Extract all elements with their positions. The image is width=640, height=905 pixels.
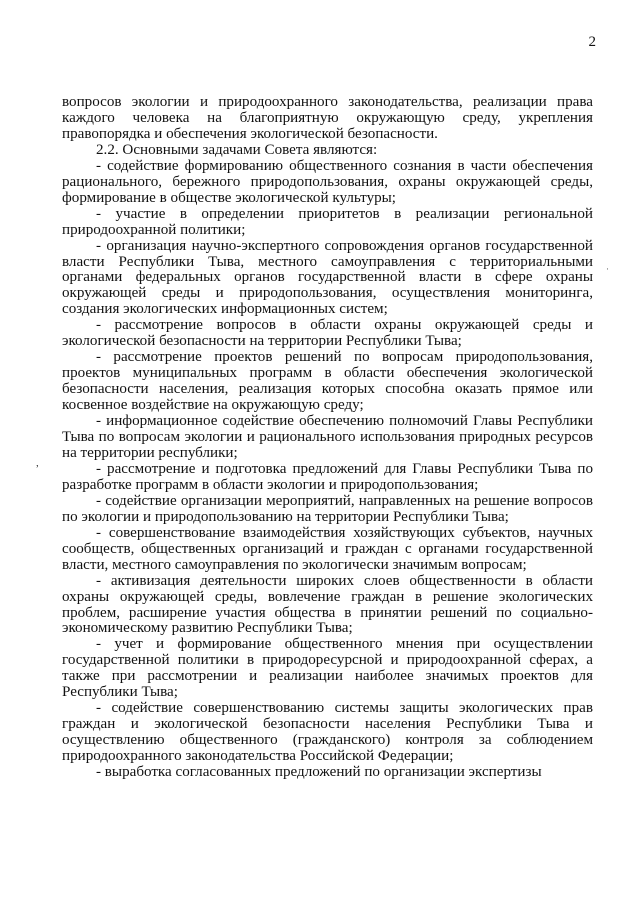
task-item: - информационное содействие обеспечению полномочий Главы Республики Тыва по вопросам экологии и рационального использования природных ресурсов на территории республики;	[62, 413, 593, 461]
task-item: - содействие совершенствованию системы защиты экологических прав граждан и экологической безопасности населения Республики Тыва и осуществлению общественного (гражданского) контроля за соблюдением природоохранного законодательства Российской Федерации;	[62, 700, 593, 765]
task-item: - содействие формированию общественного сознания в части обеспечения рационального, бережного природопользования, охраны окружающей среды, формирование в обществе экологической культуры;	[62, 157, 593, 206]
task-item: - участие в определении приоритетов в реализации региональной природоохранной политики;	[62, 205, 593, 238]
task-item: - содействие организации мероприятий, направленных на решение вопросов по экологии и природопользованию на территории Республики Тыва;	[62, 492, 593, 525]
task-item: - выработка согласованных предложений по организации экспертизы	[96, 764, 542, 781]
section-heading-2-2: 2.2. Основными задачами Совета являются:	[96, 141, 378, 158]
page-number: 2	[588, 34, 596, 50]
task-item: - учет и формирование общественного мнения при осуществлении государственной политики в природоресурсной и природоохранной сферах, а также при рассмотрении и реализации наиболее значимых проектов для Республики Тыва;	[62, 636, 593, 701]
task-item: - рассмотрение проектов решений по вопросам природопользования, проектов муниципальных программ в области обеспечения экологической безопасности населения, реализация которых способна оказать прямое или косвенное воздействие на окружающую среду;	[62, 349, 593, 414]
task-item: - рассмотрение вопросов в области охраны окружающей среды и экологической безопасности на территории Республики Тыва;	[62, 317, 593, 350]
task-item: - организация научно-экспертного сопровождения органов государственной власти Республики Тыва, местного самоуправления с территориальными органами федеральных органов государственной власти в сфере охраны окружающей среды и природопользования, осуществления мониторинга, создания экологических информационных систем;	[62, 237, 593, 318]
scan-mark: ,	[36, 457, 39, 469]
task-item: - рассмотрение и подготовка предложений для Главы Республики Тыва по разработке программ в области экологии и природопользования;	[62, 460, 593, 493]
document-body	[62, 95, 593, 781]
paragraph-continuation: вопросов экологии и природоохранного законодательства, реализации права каждого человека на благоприятную окружающую среду, укрепления правопорядка и обеспечения экологической безопасности.	[62, 94, 593, 142]
task-item: - активизация деятельности широких слоев общественности в области охраны окружающей среды, вовлечение граждан в решение экологических проблем, расширение участия общества в принятии решений по социально-экономическому развитию Республики Тыва;	[62, 572, 593, 637]
scan-speck: ·	[606, 264, 609, 274]
task-item: - совершенствование взаимодействия хозяйствующих субъектов, научных сообществ, общественных организаций и граждан с органами государственной власти, местного самоуправления по экологически значимым вопросам;	[62, 524, 593, 573]
